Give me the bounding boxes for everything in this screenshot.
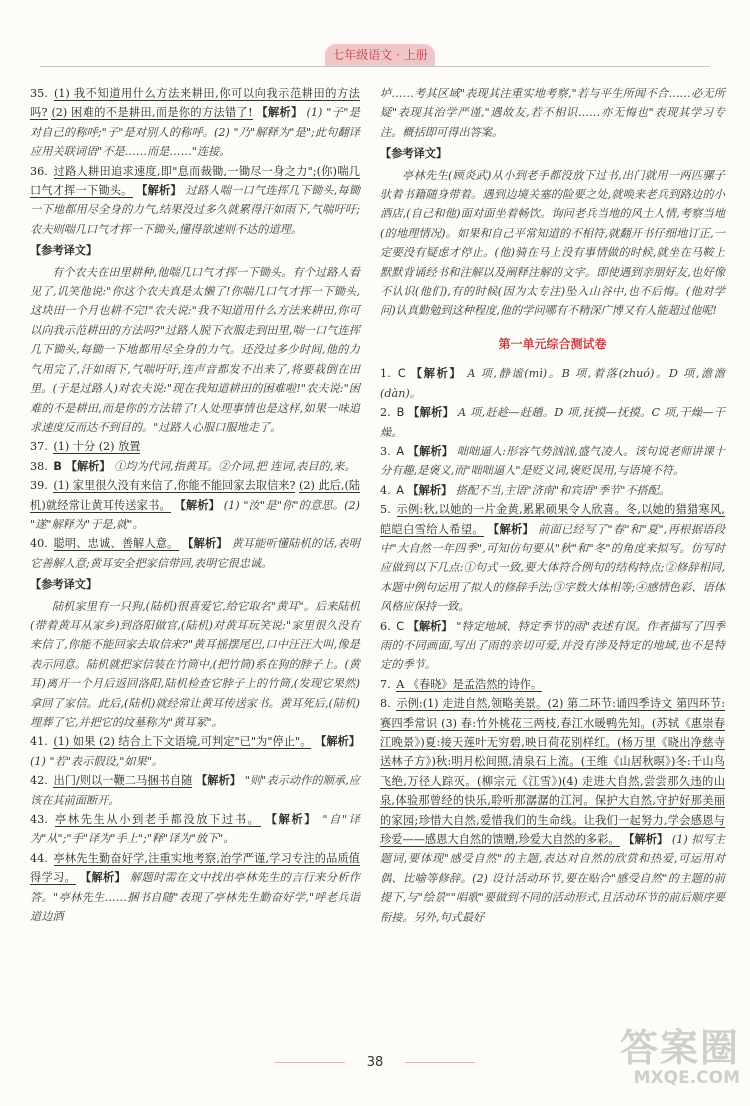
answer-43: 43. 亭林先生从小到老手都没放下过书。 【解析】 "自"译为"从";"手"译为"手上";"释"译为"放下"。 [30, 813, 360, 846]
test-answer-3: 3. A 【解析】 咄咄逼人:形容气势汹汹,盛气凌人。该句说老师讲课十分有趣,是褒义,而"咄咄逼人"是贬义词,褒贬误用,与语境不符。 [380, 444, 726, 478]
reference-translation-body-3: 亭林先生(顾炎武)从小到老手都没放下过书,出门就用一两匹骡子驮着书籍随身带着。遇到边境关塞的险要之处,就唤来老兵到路边的小酒店,(自己和他)面对面坐着畅饮。询问老兵当地的风土人情,考察当地(的地理情况)。如果和自己平常知道的不相符,就翻开书仔细地订正,一定要没有疑虑才停止。(他)骑在马上没有事情做的时候,就坐在马鞍上默默背诵经书和注解以及阐释注解的文字。即使遇到亲朋好友,也好像不认识(他们),有的时候(因为太专注)坠入山谷中,也不后悔。(他对学问)认真勤勉到这种程度,他的学问哪有不精深广博又有人能超过他呢! [380, 168, 725, 318]
test-answer-4: 4. A 【解析】 搭配不当,主语"济南"和宾语"季节"不搭配。 [380, 483, 671, 497]
answer-39: 39. (1) 家里很久没有来信了,你能不能回家去取信来? (2) 此后,(陆机)就经常让黄耳传送家书。 【解析】 (1) "汝"是"你"的意思。(2) "遂"解释为"于是,就"。 [30, 479, 361, 531]
answer-41: 41. (1) 如果 (2) 结合上下文语境,可判定"已"为"停止"。 【解析】 (1) "若"表示假设,"如果"。 [30, 735, 361, 768]
site-watermark [590, 1028, 740, 1098]
answer-38: 38. B 【解析】 ①均为代词,指黄耳。②介词,把 连词,表目的,来。 [30, 459, 356, 473]
page-header [40, 44, 710, 67]
test-answer-6: 6. C 【解析】 "特定地域、特定季节的雨"表述有误。作者描写了四季雨的不同画面,写出了雨的亲切可爱,并没有涉及特定的地域,也不是特定的季节。 [380, 619, 725, 672]
reference-translation-body-2: 陆机家里有一只狗,(陆机)很喜爱它,给它取名"黄耳"。后来陆机(带着黄耳从家乡)到洛阳做官,(陆机)对黄耳玩笑说:"家里很久没有来信了,你能不能回家去取信来?"黄耳摇摆尾巴,口中汪汪大叫,像是表示同意。陆机就把家信装在竹筒中,(把竹筒)系在狗的脖子上。(黄耳)离开一个月后返回洛阳,陆机检查它脖子上的竹筒,(发现它果然)拿回了家信。此后,(陆机)就经常让黄耳传送家书。黄耳死后,(陆机)埋葬了它,并把它的坟墓称为"黄耳冢"。 [30, 599, 360, 729]
left-column [30, 84, 360, 926]
answer-35: 35. (1) 我不知道用什么方法来耕田,你可以向我示范耕田的方法吗? (2) 困难的不是耕田,而是你的方法错了! 【解析】 (1) "子"是对自己的称呼;"子"是对别人的称呼。(2) "乃"解释为"是";此句翻译应用关联词语"不是……而是……"连接。 [30, 87, 360, 159]
reference-translation-title-2: 【参考译文】 [30, 578, 98, 592]
answer-44: 44. 亭林先生勤奋好学,注重实地考察,治学严谨,学习专注的品质值得学习。 【解析】 解题时需在文中找出亭林先生的言行来分析作答。"亭林先生……捆书自随"表现了亭林先生勤奋好学,"呼老兵诣道边酒 [30, 851, 360, 924]
page-number: 38 [345, 1050, 405, 1076]
answer-37: 37. (1) 十分 (2) 放置 [30, 440, 141, 454]
answer-42: 42. 出门/则以一鞭二马捆书自随 【解析】 "则"表示动作的顺承,应该在其前面断开。 [30, 774, 360, 807]
section-title: 第一单元综合测试卷 [498, 336, 607, 351]
test-answer-5: 5. 示例:秋,以她的一片金黄,累累硕果令人欣喜。冬,以她的猎猎寒风,皑皑白雪给人希望。 【解析】 前面已经写了"春"和"夏",再根据语段中"大自然一年四季",可知仿句要从"秋"和"冬"的角度来拟写。仿写时应做到以下几点:①句式一致,要大体符合例句的结构特点;②修辞相同,本题中例句运用了拟人的修辞手法;③字数大体相等;④感情色彩、语体风格应保持一致。 [380, 503, 725, 614]
test-answer-7: 7. A 《春晓》是孟浩然的诗作。 [380, 677, 543, 691]
answer-44-continued: 垆……考其区域"表现其注重实地考察,"若与平生所闻不合……必无所疑"表现其治学严谨,"遇故友,若不相识……亦无悔也"表现其学习专注。概括即可得出答案。 [380, 87, 725, 139]
reference-translation-title: 【参考译文】 [30, 244, 98, 258]
test-answer-2: 2. B 【解析】 A 项,赶趁—赶趟。D 项,抚摸—抚摸。C 项,干燥—干燥。 [380, 406, 725, 439]
test-answer-1: 1. C 【解析】 A 项,静谧(mì)。B 项,着落(zhuó)。D 项,澹澹(dàn)。 [380, 367, 725, 400]
answer-40: 40. 聪明、忠诚、善解人意。 【解析】 黄耳能听懂陆机的话,表明它善解人意;黄耳安全把家信带回,表明它很忠诚。 [30, 537, 360, 570]
watermark-logo-text: 答案圈 [619, 1026, 740, 1070]
test-answer-8: 8. 示例:(1) 走进自然,领略美景。(2) 第二环节:诵四季诗文 第四环节:赛四季常识 (3) 春:竹外桃花三两枝,春江水暖鸭先知。(苏轼《惠崇春江晚景》)夏:接天莲叶无穷碧,映日荷花别样红。(杨万里《晓出净慈寺送林子方》)秋:明月松间照,清泉石上流。(王维《山居秋暝》)冬:千山鸟飞绝,万径人踪灭。(柳宗元《江雪》)(4) 走进大自然,尝尝那久违的山泉,体验那曾经的快乐,聆听那潺潺的江河。保护大自然,守护好那美丽的家园;珍惜大自然,爱惜我们的生命线。让我们一起努力,学会感恩与珍爱——感恩大自然的馈赠,珍爱大自然的多彩。 【解析】 (1) 拟写主题词,要体现"感受自然"的主题,表达对自然的欣赏和热爱,可运用对偶、比喻等修辞。(2) 设计活动环节,要在贴合"感受自然"的主题的前提下,与"绘景""唱歌"要做到不同的活动形式,且活动环节的前后顺序要衔接。另外,句式最好 [380, 697, 726, 924]
header-title: 七年级语文 · 上册 [325, 44, 435, 66]
answer-36: 36. 过路人耕田追求速度,即"息而裁锄,一锄尽一身之力";(你)喘几口气才挥一下锄头。 【解析】 过路人喘一口气连挥几下锄头,每锄一下地都用尽全身的力气,结果没过多久就累得汗如雨下,气喘吁吁;农夫则喘几口气才挥一下锄头,懂得欲速则不达的道理。 [30, 164, 360, 236]
reference-translation-body: 有个农夫在田里耕种,他喘几口气才挥一下锄头。有个过路人看见了,讥笑他说:"你这个农夫真是太懒了!你喘几口气才挥一下锄头,这块田一个月也耕不完!"农夫说:"我不知道用什么方法来耕田,你可以向我示范耕田的方法吗?"过路人脱下衣服走到田里,喘一口气连挥几下锄头,每锄一下地都用尽全身的力气。还没过多少时间,他的力气用完了,汗如雨下,气喘吁吁,连声音都发不出来了,将要栽倒在田里。(于是过路人)对农夫说:"现在我知道耕田的困难啦!"农夫说:"困难的不是耕田,而是你的方法错了!人处理事情也是这样,如果一味追求速度反而达不到目的。"过路人心服口服地走了。 [30, 265, 360, 434]
reference-translation-title-3: 【参考译文】 [380, 147, 448, 161]
right-column [380, 84, 725, 927]
watermark-url: MXQE.COM [633, 1068, 740, 1088]
